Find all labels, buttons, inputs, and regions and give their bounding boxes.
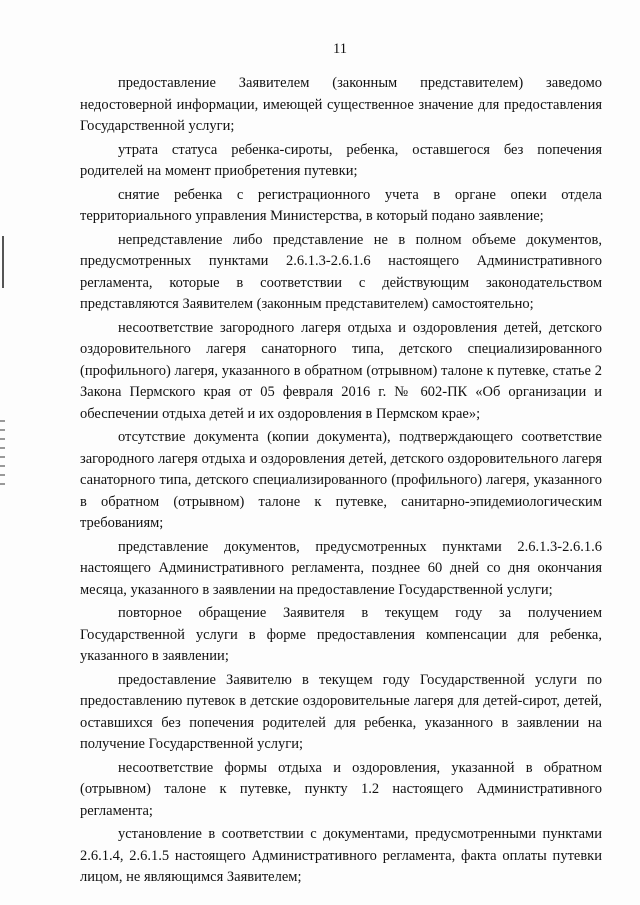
paragraph-11: установление в соответствии с документами, предусмотренными пунктами 2.6.1.4, 2.6.1.5 настоящего Административного регламента, факта оплаты путевки лицом, не являющимся Заявителем; — [80, 826, 602, 885]
page-number: 11 — [333, 41, 347, 57]
paragraph-2: утрата статуса ребенка-сироты, ребенка, оставшегося без попечения родителей на момент приобретения путевки; — [80, 141, 602, 179]
paragraph-1: предоставление Заявителем (законным представителем) заведомо недостоверной информации, имеющей существенное значение для предоставления Государственной услуги; — [80, 75, 602, 134]
paragraph-4: непредставление либо представление не в полном объеме документов, предусмотренных пунктами 2.6.1.3-2.6.1.6 настоящего Административного регламента, которые в соответствии с действующим законодательством представляются Заявителем (законным представителем) самостоятельно; — [80, 231, 602, 312]
margin-scan-mark — [2, 236, 4, 288]
paragraph-3: снятие ребенка с регистрационного учета в органе опеки отдела территориального управления Министерства, в который подано заявление; — [80, 186, 602, 224]
margin-scan-ticks — [0, 420, 5, 490]
paragraph-9: предоставление Заявителю в текущем году Государственной услуги по предоставлению путевок в детские оздоровительные лагеря для детей-сирот, детей, оставшихся без попечения родителей для ребенка, указанного в заявлении на получение Государственной услуги; — [80, 671, 602, 752]
paragraph-6: отсутствие документа (копии документа), подтверждающего соответствие загородного лагеря отдыха и оздоровления детей, детского оздоровительного лагеря санаторного типа, детского специализированного (профильного) лагеря, указанного в обратном (отрывном) талоне к путевке, санитарно-эпидемиологическим требованиям; — [80, 429, 602, 531]
paragraph-8: повторное обращение Заявителя в текущем году за получением Государственной услуги в форме предоставления компенсации для ребенка, указанного в заявлении; — [80, 605, 602, 664]
paragraph-7: представление документов, предусмотренных пунктами 2.6.1.3-2.6.1.6 настоящего Административного регламента, позднее 60 дней со дня окончания месяца, указанного в заявлении на предоставление Государственной услуги; — [80, 538, 602, 598]
document-body — [80, 73, 602, 891]
paragraph-5: несоответствие загородного лагеря отдыха и оздоровления детей, детского оздоровительного лагеря санаторного типа, детского специализированного (профильного) лагеря, указанного в обратном (отрывном) талоне к путевке, статье 2 Закона Пермского края от 05 февраля 2016 г. № 602-ПК «Об организации и обеспечении отдыха детей и их оздоровления в Пермском крае»; — [80, 319, 602, 422]
paragraph-10: несоответствие формы отдыха и оздоровления, указанной в обратном (отрывном) талоне к путевке, пункту 1.2 настоящего Административного регламента; — [80, 759, 602, 819]
